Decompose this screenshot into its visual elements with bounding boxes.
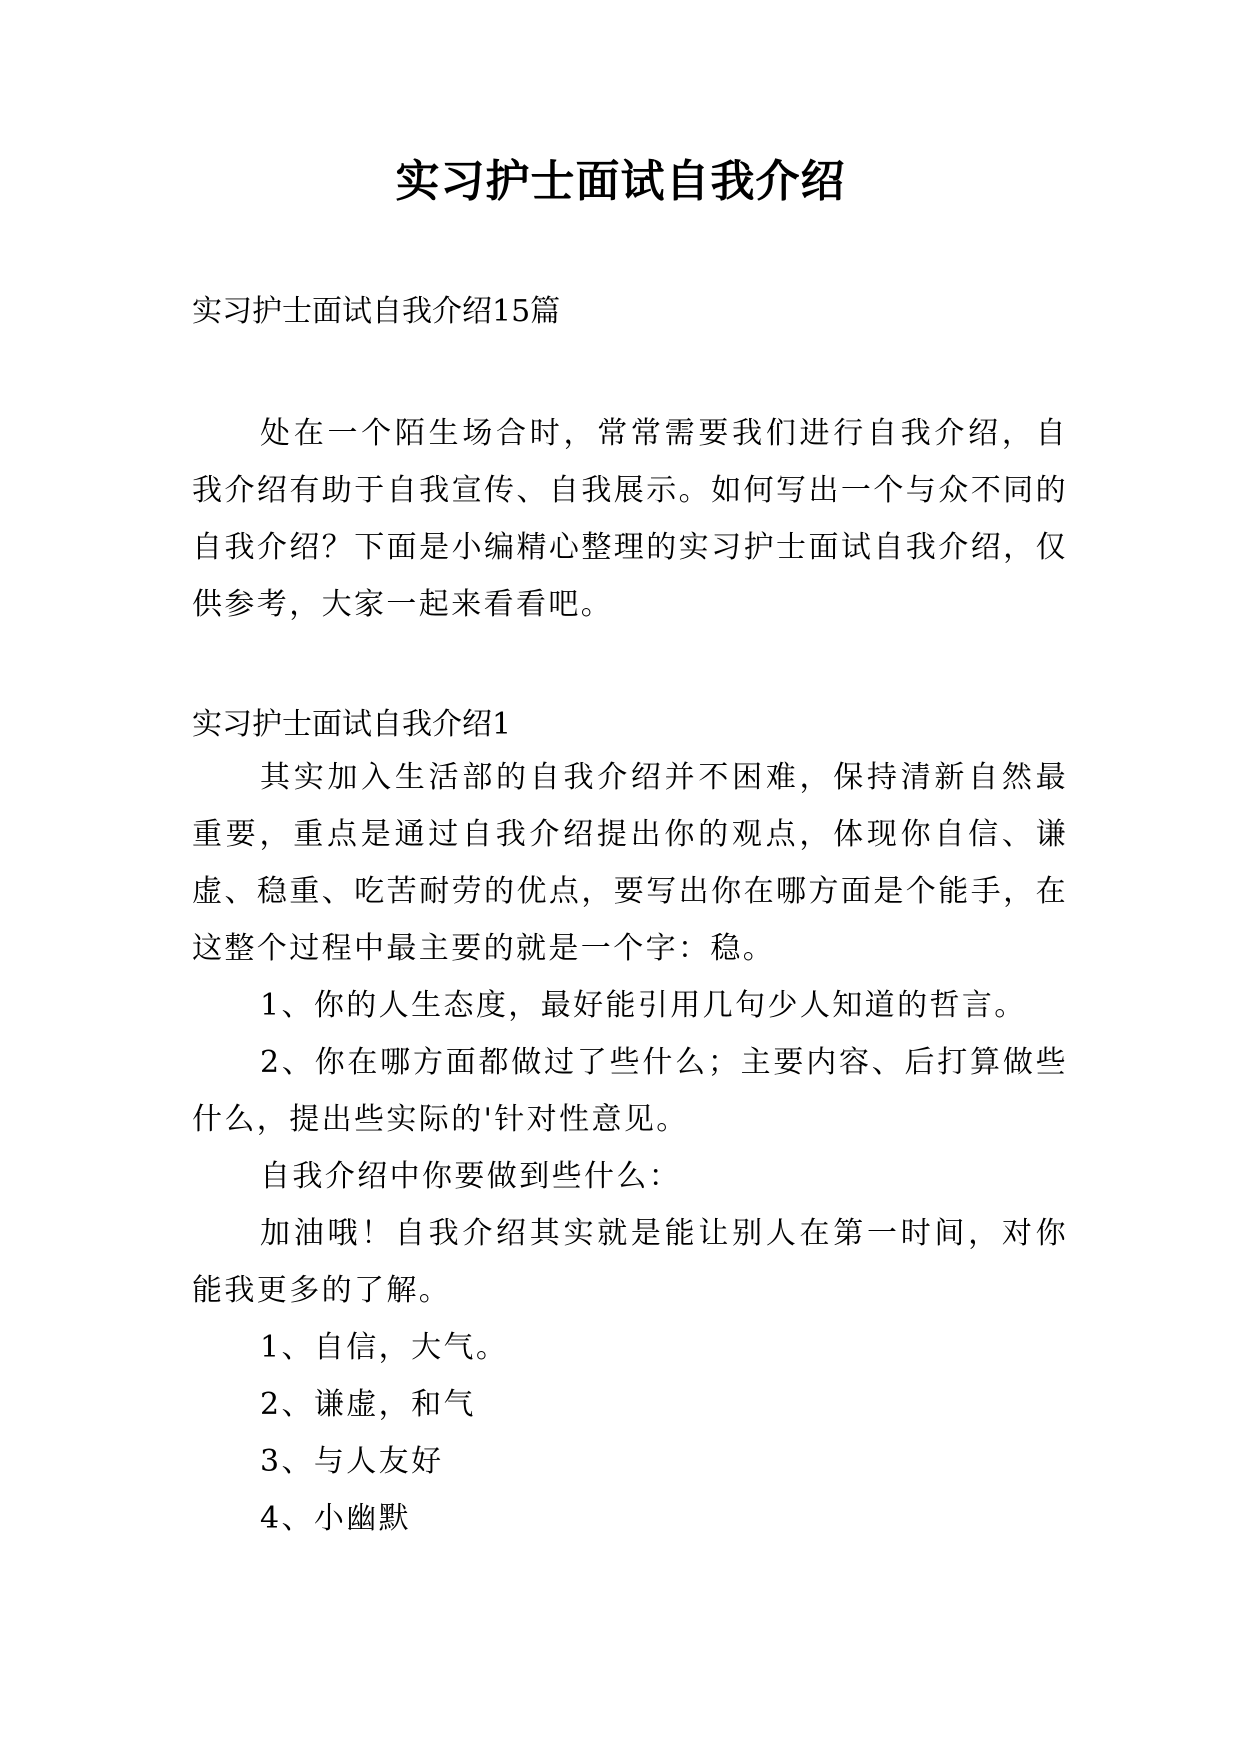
- body-paragraph: 加油哦！自我介绍其实就是能让别人在第一时间，对你能我更多的了解。: [192, 1216, 1068, 1308]
- body-paragraph: 自我介绍中你要做到些什么：: [260, 1159, 682, 1194]
- document-subtitle: 实习护士面试自我介绍15篇: [192, 294, 561, 329]
- body-paragraph: 2、你在哪方面都做过了些什么；主要内容、后打算做些什么，提出些实际的'针对性意见。: [192, 1045, 1068, 1137]
- section-title: 实习护士面试自我介绍1: [192, 707, 512, 742]
- intro-paragraph: 处在一个陌生场合时，常常需要我们进行自我介绍，自我介绍有助于自我宣传、自我展示。如何写出一个与众不同的自我介绍？下面是小编精心整理的实习护士面试自我介绍，仅供参考，大家一起来看看吧。: [192, 416, 1068, 622]
- intro-block: [192, 405, 1068, 633]
- body-paragraph: 1、你的人生态度，最好能引用几句少人知道的哲言。: [260, 988, 1027, 1023]
- document-title: 实习护士面试自我介绍: [395, 156, 846, 207]
- body-paragraph: 3、与人友好: [260, 1444, 444, 1479]
- section-body: [192, 749, 1068, 1547]
- body-paragraph: 1、自信，大气。: [260, 1330, 509, 1365]
- body-paragraph: 2、谦虚，和气: [260, 1387, 476, 1422]
- body-paragraph: 其实加入生活部的自我介绍并不困难，保持清新自然最重要，重点是通过自我介绍提出你的观点，体现你自信、谦虚、稳重、吃苦耐劳的优点，要写出你在哪方面是个能手，在这整个过程中最主要的就是一个字：稳。: [192, 760, 1068, 966]
- body-paragraph: 4、小幽默: [260, 1501, 412, 1536]
